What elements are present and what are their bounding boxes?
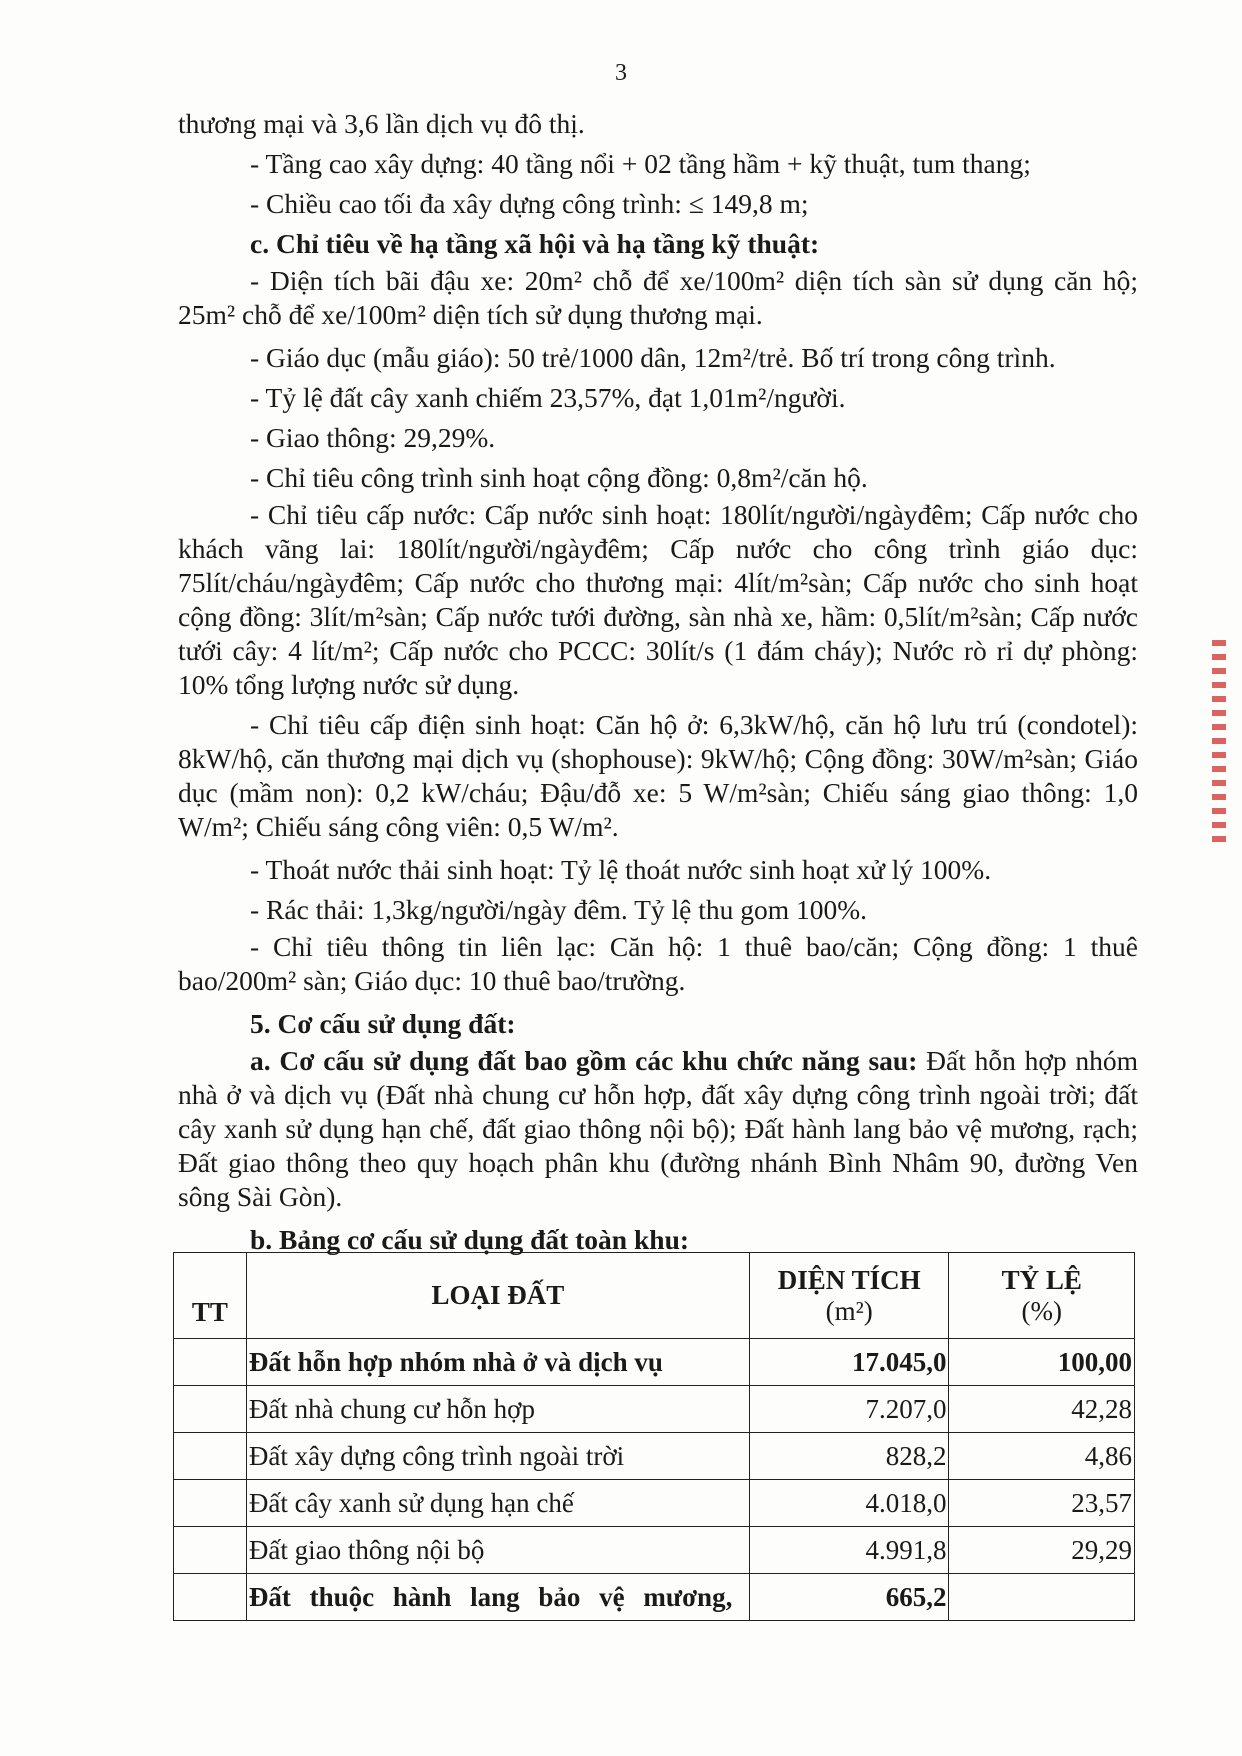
row-area: 4.018,0	[749, 1480, 949, 1527]
paragraph-waste: - Rác thải: 1,3kg/người/ngày đêm. Tỷ lệ thu gom 100%.	[250, 894, 868, 925]
row-area: 828,2	[749, 1433, 949, 1480]
table-row	[174, 1527, 1135, 1574]
row-tt	[174, 1480, 247, 1527]
header-ratio-label: TỶ LỆ	[1001, 1264, 1082, 1295]
row-area: 665,2	[749, 1574, 949, 1621]
heading-land-use: 5. Cơ cấu sử dụng đất:	[250, 1008, 516, 1039]
header-area-unit: (m²)	[825, 1295, 873, 1326]
header-ratio	[949, 1253, 1135, 1339]
paragraph-floors: - Tầng cao xây dựng: 40 tầng nổi + 02 tầng hầm + kỹ thuật, tum thang;	[250, 148, 1031, 179]
row-ratio: 42,28	[949, 1386, 1135, 1433]
paragraph-drainage: - Thoát nước thải sinh hoạt: Tỷ lệ thoát nước sinh hoạt xử lý 100%.	[250, 854, 992, 885]
row-tt	[174, 1386, 247, 1433]
document-body	[178, 104, 1138, 1260]
row-ratio: 23,57	[949, 1480, 1135, 1527]
header-ratio-unit: (%)	[1021, 1295, 1062, 1326]
header-land-type: LOẠI ĐẤT	[246, 1253, 749, 1339]
land-use-table	[173, 1252, 1135, 1621]
land-use-structure-lead: a. Cơ cấu sử dụng đất bao gồm các khu chức năng sau:	[250, 1045, 918, 1076]
row-land-type: Đất nhà chung cư hỗn hợp	[246, 1386, 749, 1433]
row-area: 7.207,0	[749, 1386, 949, 1433]
heading-land-use-table: b. Bảng cơ cấu sử dụng đất toàn khu:	[250, 1224, 690, 1255]
row-land-type: Đất cây xanh sử dụng hạn chế	[246, 1480, 749, 1527]
row-area: 17.045,0	[749, 1339, 949, 1386]
row-tt	[174, 1339, 247, 1386]
paragraph-telecom: - Chỉ tiêu thông tin liên lạc: Căn hộ: 1 thuê bao/căn; Cộng đồng: 1 thuê bao/200m² sàn; Giáo dục: 10 thuê bao/trường.	[178, 931, 1138, 996]
table-row	[174, 1480, 1135, 1527]
row-ratio: 29,29	[949, 1527, 1135, 1574]
table-row	[174, 1386, 1135, 1433]
row-ratio	[949, 1574, 1135, 1621]
table-row	[174, 1339, 1135, 1386]
row-ratio: 4,86	[949, 1433, 1135, 1480]
paragraph-power-supply: - Chỉ tiêu cấp điện sinh hoạt: Căn hộ ở: 6,3kW/hộ, căn hộ lưu trú (condotel): 8kW/hộ, căn thương mại dịch vụ (shophouse): 9kW/hộ; Cộng đồng: 30W/m²sàn; Giáo dục (mầm non): 0,2 kW/cháu; Đậu/đỗ xe: 5 W/m²sàn; Chiếu sáng giao thông: 1,0 W/m²; Chiếu sáng công viên: 0,5 W/m².	[178, 709, 1138, 842]
paragraph-height: - Chiều cao tối đa xây dựng công trình: ≤ 149,8 m;	[250, 188, 809, 219]
row-land-type: Đất giao thông nội bộ	[246, 1527, 749, 1574]
row-land-type: Đất hỗn hợp nhóm nhà ở và dịch vụ	[246, 1339, 749, 1386]
paragraph-green-space: - Tỷ lệ đất cây xanh chiếm 23,57%, đạt 1,01m²/người.	[250, 382, 846, 413]
stamp-edge-mark	[1212, 640, 1226, 850]
table-row	[174, 1574, 1135, 1621]
paragraph-education: - Giáo dục (mẫu giáo): 50 trẻ/1000 dân, 12m²/trẻ. Bố trí trong công trình.	[250, 342, 1056, 373]
table-row	[174, 1433, 1135, 1480]
paragraph-community: - Chỉ tiêu công trình sinh hoạt cộng đồng: 0,8m²/căn hộ.	[250, 462, 868, 493]
row-area: 4.991,8	[749, 1527, 949, 1574]
row-tt	[174, 1574, 247, 1621]
row-land-type: Đất xây dựng công trình ngoài trời	[246, 1433, 749, 1480]
paragraph-traffic: - Giao thông: 29,29%.	[250, 422, 496, 453]
row-tt	[174, 1433, 247, 1480]
paragraph-land-use-structure	[178, 1044, 1138, 1214]
paragraph-parking: - Diện tích bãi đậu xe: 20m² chỗ để xe/100m² diện tích sàn sử dụng căn hộ; 25m² chỗ để xe/100m² diện tích sử dụng thương mại.	[178, 265, 1138, 330]
header-area-label: DIỆN TÍCH	[777, 1264, 921, 1295]
row-land-type: Đất thuộc hành lang bảo vệ mương,	[246, 1574, 749, 1621]
row-tt	[174, 1527, 247, 1574]
header-tt: TT	[174, 1253, 247, 1339]
heading-infrastructure: c. Chỉ tiêu về hạ tầng xã hội và hạ tầng kỹ thuật:	[250, 228, 820, 259]
page-number: 3	[615, 60, 627, 86]
row-ratio: 100,00	[949, 1339, 1135, 1386]
paragraph-water-supply: - Chỉ tiêu cấp nước: Cấp nước sinh hoạt: 180lít/người/ngàyđêm; Cấp nước cho khách vãng lai: 180lít/người/ngàyđêm; Cấp nước cho công trình giáo dục: 75lít/cháu/ngàyđêm; Cấp nước cho thương mại: 4lít/m²sàn; Cấp nước cho sinh hoạt cộng đồng: 3lít/m²sàn; Cấp nước tưới đường, sàn nhà xe, hầm: 0,5lít/m²sàn; Cấp nước tưới cây: 4 lít/m²; Cấp nước cho PCCC: 30lít/s (1 đám cháy); Nước rò rỉ dự phòng: 10% tổng lượng nước sử dụng.	[178, 499, 1138, 700]
table-header-row	[174, 1253, 1135, 1339]
land-use-structure-text: Đất hỗn hợp nhóm nhà ở và dịch vụ (Đất nhà chung cư hỗn hợp, đất xây dựng công trình ngoài trời; đất cây xanh sử dụng hạn chế, đất giao thông nội bộ); Đất hành lang bảo vệ mương, rạch; Đất giao thông theo quy hoạch phân khu (đường nhánh Bình Nhâm 90, đường Ven sông Sài Gòn).	[178, 1045, 1139, 1212]
header-area	[749, 1253, 949, 1339]
paragraph-continuation: thương mại và 3,6 lần dịch vụ đô thị.	[178, 108, 585, 139]
